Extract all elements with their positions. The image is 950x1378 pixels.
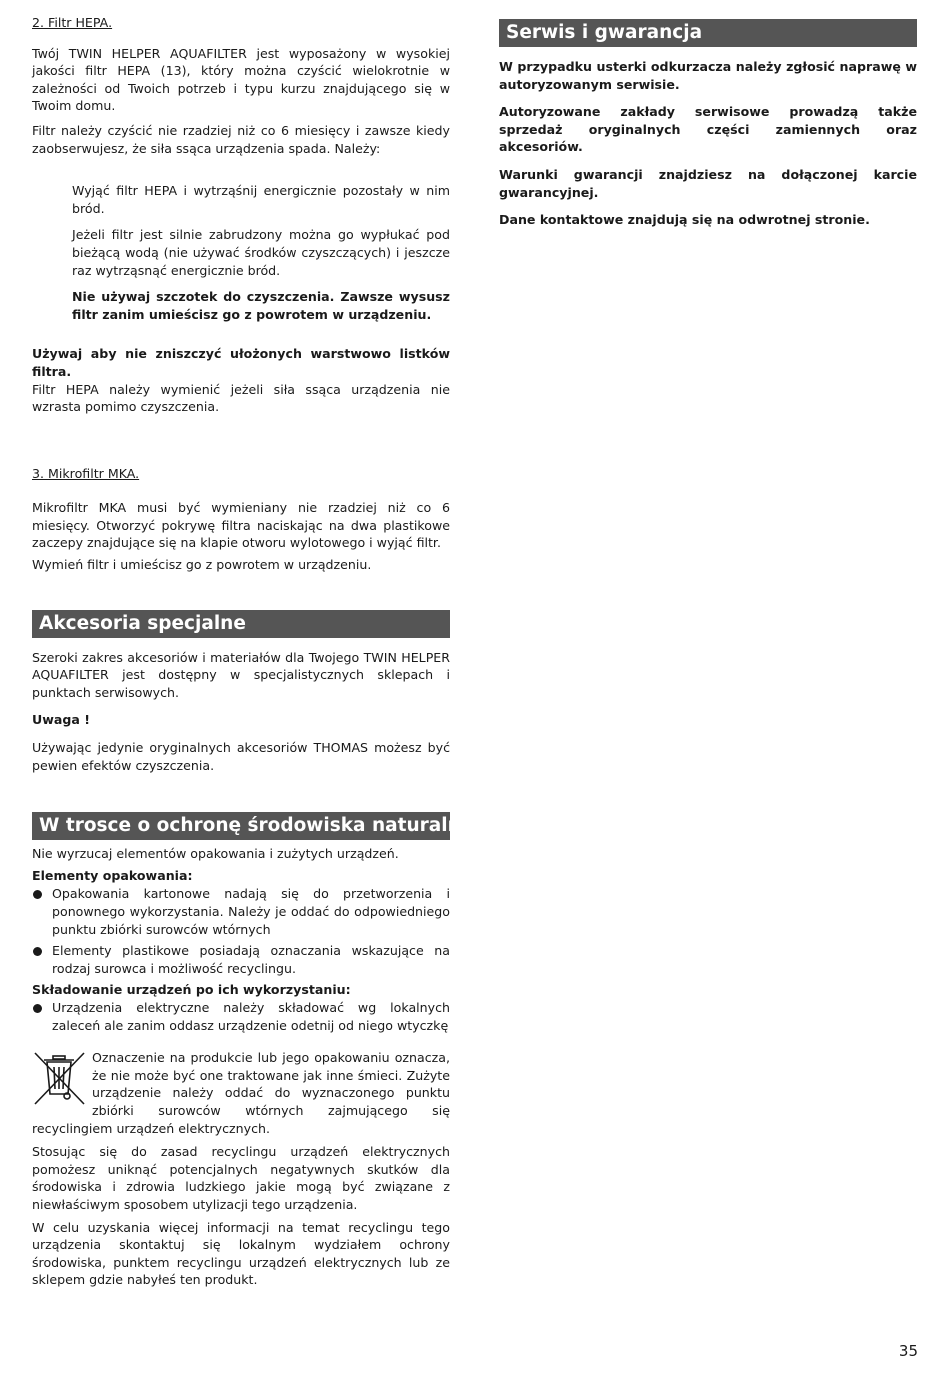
weee-text: Oznaczenie na produkcie lub jego opakowaniu oznacza, że nie może być one traktowane jak inne śmieci. Zużyte urządzenie należy oddać do wyznaczonego punktu zbiórki surowców wtórnych zajmującego się recyclingiem urządzeń elektrycznych. (32, 1050, 450, 1136)
weee-block (32, 1049, 450, 1137)
hepa-step-1: Wyjąć filtr HEPA i wytrząśnij energicznie pozostały w nim bród. (72, 183, 450, 216)
mka-heading: 3. Mikrofiltr MKA. (32, 465, 140, 481)
accessories-paragraph-1: Szeroki zakres akcesoriów i materiałów dla Twojego TWIN HELPER AQUAFILTER jest dostępny w specjalistycznych sklepach i punktach serwisowych. (32, 649, 450, 700)
mka-filter-section (32, 465, 450, 574)
disposal-list (32, 999, 450, 1034)
hepa-paragraph-3: Filtr HEPA należy wymienić jeżeli siła ssąca urządzenia nie wzrasta pomimo czyszczenia. (32, 381, 450, 415)
disposal-label: Składowanie urządzeń po ich wykorzystaniu: (32, 982, 351, 998)
mka-paragraph-1: Mikrofiltr MKA musi być wymieniany nie rzadziej niż co 6 miesięcy. Otworzyć pokrywę filtra naciskając na dwa plastikowe zaczepy znajdujące się na klapie otworu wylotowego i wyjąć filtr. (32, 500, 450, 551)
accessories-section (32, 610, 450, 775)
accessories-title: Akcesoria specjalne (32, 610, 450, 638)
hepa-paragraph-1: Twój TWIN HELPER AQUAFILTER jest wyposażony w wysokiej jakości filtr HEPA (13), który można czyścić wielokrotnie w zależności od Twoich potrzeb i typu kurzu znajdującego się w Twoim domu. (32, 45, 450, 114)
right-column (499, 19, 917, 229)
service-paragraph-4: Dane kontaktowe znajdują się na odwrotnej stronie. (499, 212, 870, 228)
list-item: Urządzenia elektryczne należy składować wg lokalnych zaleceń ale zanim oddasz urządzenie odetnij od niego wtyczkę (32, 999, 450, 1034)
service-paragraph-2: Autoryzowane zakłady serwisowe prowadzą także sprzedaż oryginalnych części zamiennych oraz akcesoriów. (499, 104, 917, 155)
packaging-label: Elementy opakowania: (32, 867, 193, 883)
hepa-heading: 2. Filtr HEPA. (32, 15, 113, 30)
hepa-warning: Używaj aby nie zniszczyć ułożonych warstwowo listków filtra. (32, 346, 450, 379)
hepa-step-2: Jeżeli filtr jest silnie zabrudzony można go wypłukać pod bieżącą wodą (nie używać środków czyszczących) i jeszcze raz wytrząsnąć energicznie bród. (72, 227, 450, 278)
service-title: Serwis i gwarancja (499, 19, 917, 47)
list-item: Elementy plastikowe posiadają oznaczania wskazujące na rodzaj surowca i możliwość recyclingu. (32, 942, 450, 977)
accessories-note-label: Uwaga ! (32, 712, 91, 728)
list-item: Opakowania kartonowe nadają się do przetworzenia i ponownego wykorzystania. Należy je oddać do odpowiedniego punktu zbiórki surowców wtórnych (32, 885, 450, 938)
environment-intro: Nie wyrzucaj elementów opakowania i zużytych urządzeń. (32, 846, 399, 862)
environment-paragraph-3: W celu uzyskania więcej informacji na temat recyclingu tego urządzenia skontaktuj się lokalnym wydziałem ochrony środowiska, punktem recyclingu urządzeń elektrycznych lub ze sklepem gdzie nabyłeś ten produkt. (32, 1219, 450, 1288)
crossed-out-wheelie-bin-icon (32, 1049, 90, 1107)
environment-section (32, 812, 500, 1289)
hepa-filter-section (32, 14, 450, 416)
environment-title: W trosce o ochronę środowiska naturalnego (32, 812, 450, 840)
service-paragraph-1: W przypadku usterki odkurzacza należy zgłosić naprawę w autoryzowanym serwisie. (499, 59, 917, 92)
accessories-paragraph-2: Używając jedynie oryginalnych akcesoriów THOMAS możesz być pewien efektów czyszczenia. (32, 740, 450, 773)
packaging-list (32, 885, 450, 977)
page-number: 35 (898, 1342, 918, 1360)
mka-paragraph-2: Wymień filtr i umieścisz go z powrotem w urządzeniu. (32, 557, 372, 573)
service-section (499, 19, 917, 229)
service-paragraph-3: Warunki gwarancji znajdziesz na dołączonej karcie gwarancyjnej. (499, 166, 917, 200)
hepa-step-3: Nie używaj szczotek do czyszczenia. Zawsze wysusz filtr zanim umieścisz go z powrotem w urządzeniu. (72, 289, 450, 322)
environment-paragraph-2: Stosując się do zasad recyclingu urządzeń elektrycznych pomożesz uniknąć potencjalnych negatywnych skutków dla środowiska i zdrowia ludzkiego jakie mogą być związane z niewłaściwym sposobem utylizacji tego urządzenia. (32, 1144, 450, 1212)
left-column (32, 14, 500, 1289)
hepa-paragraph-2: Filtr należy czyścić nie rzadziej niż co 6 miesięcy i zawsze kiedy zaobserwujesz, że siła ssąca urządzenia spada. Należy: (32, 122, 450, 156)
